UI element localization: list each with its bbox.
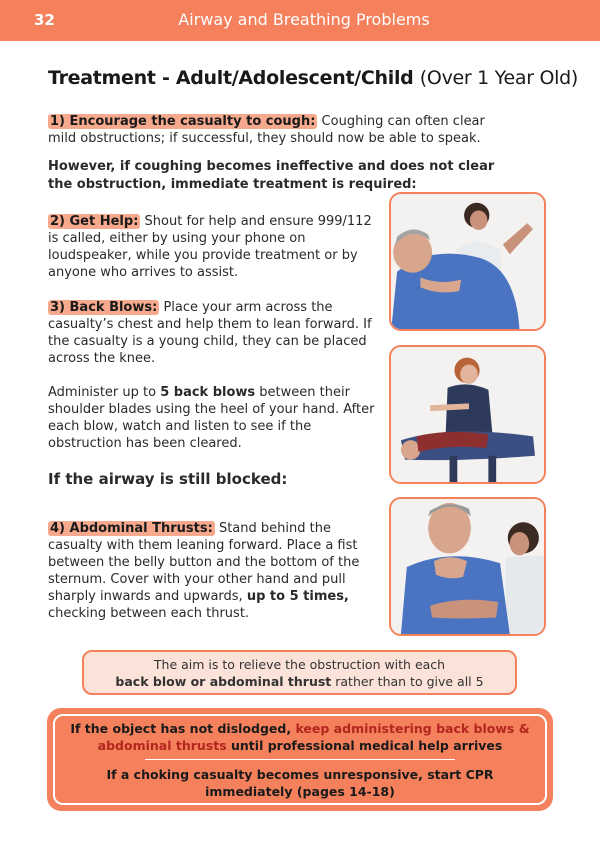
step-1-text: Coughing can often clear mild obstructions; if successful, they should now be able to speak. [48, 114, 485, 146]
step-4-after: checking between each thrust. [48, 606, 250, 621]
back-blows-before: Administer up to [48, 385, 161, 400]
page-title-sub: (Over 1 Year Old) [419, 67, 578, 89]
photo-back-blows [389, 345, 546, 484]
aim-rest: rather than to give all 5 [331, 674, 484, 689]
photo-back-blows-illustration [391, 347, 544, 482]
warning-cpr: If a choking casualty becomes unresponsive, start CPR immediately (pages 14-18) [106, 767, 494, 799]
section-title: Airway and Breathing Problems [178, 10, 430, 29]
step-2-text: Shout for help and ensure 999/112 is called, either by using your phone on loudspeaker, while you provide treatment or by anyone who arrives to assist. [48, 214, 372, 280]
page-title-main: Treatment - Adult/Adolescent/Child [48, 67, 414, 89]
page-header [0, 0, 600, 41]
warning-box-inner [53, 714, 547, 805]
photo-get-help [389, 192, 546, 331]
step-3-back-blows [48, 299, 378, 367]
step-4-abdominal-thrusts [48, 520, 378, 622]
warning-part-1: If the object has not dislodged, [70, 721, 296, 736]
aim-line-1: The aim is to relieve the obstruction with each [153, 657, 446, 672]
warning-intro: However, if coughing becomes ineffective and does not clear the obstruction, immediate treatment is required: [48, 159, 495, 192]
warning-box [47, 708, 553, 811]
aim-bold: back blow or abdominal thrust [115, 674, 332, 689]
step-3-text: Place your arm across the casualty’s chest and help them to lean forward. If the casualty is a young child, they can be placed across the knee. [48, 300, 372, 366]
step-4-text: Stand behind the casualty with them leaning forward. Place a fist between the belly button and the bottom of the sternum. Cover with your other hand and pull sharply inwards and upwards, [48, 521, 360, 604]
step-4-bold: up to 5 times, [246, 589, 349, 604]
step-1-label: 1) Encourage the casualty to cough: [50, 114, 316, 129]
photo-abdominal-thrusts-illustration [391, 499, 544, 634]
warning-part-2: until professional medical help arrives [226, 738, 503, 753]
photo-get-help-illustration [391, 194, 544, 329]
back-blows-count: 5 back blows [160, 385, 256, 400]
aim-note-box [82, 650, 517, 695]
photo-abdominal-thrusts [389, 497, 546, 636]
back-blows-instructions [48, 384, 378, 452]
page-title [48, 67, 578, 89]
warning-divider [145, 759, 455, 760]
back-blows-after: between their shoulder blades using the heel of your hand. After each blow, watch and listen to see if the obstruction has been cleared. [48, 385, 375, 451]
step-1-cough [48, 113, 488, 147]
still-blocked-heading: If the airway is still blocked: [48, 470, 288, 488]
warning-dislodged [55, 720, 545, 754]
step-3-label: 3) Back Blows: [50, 300, 158, 315]
step-2-get-help [48, 213, 378, 281]
warning-red-text: keep administering back blows & abdominal thrusts [97, 721, 530, 753]
step-4-label: 4) Abdominal Thrusts: [50, 521, 213, 536]
page-number: 32 [34, 11, 55, 29]
aim-line-2 [84, 673, 515, 690]
step-2-label: 2) Get Help: [50, 214, 139, 229]
